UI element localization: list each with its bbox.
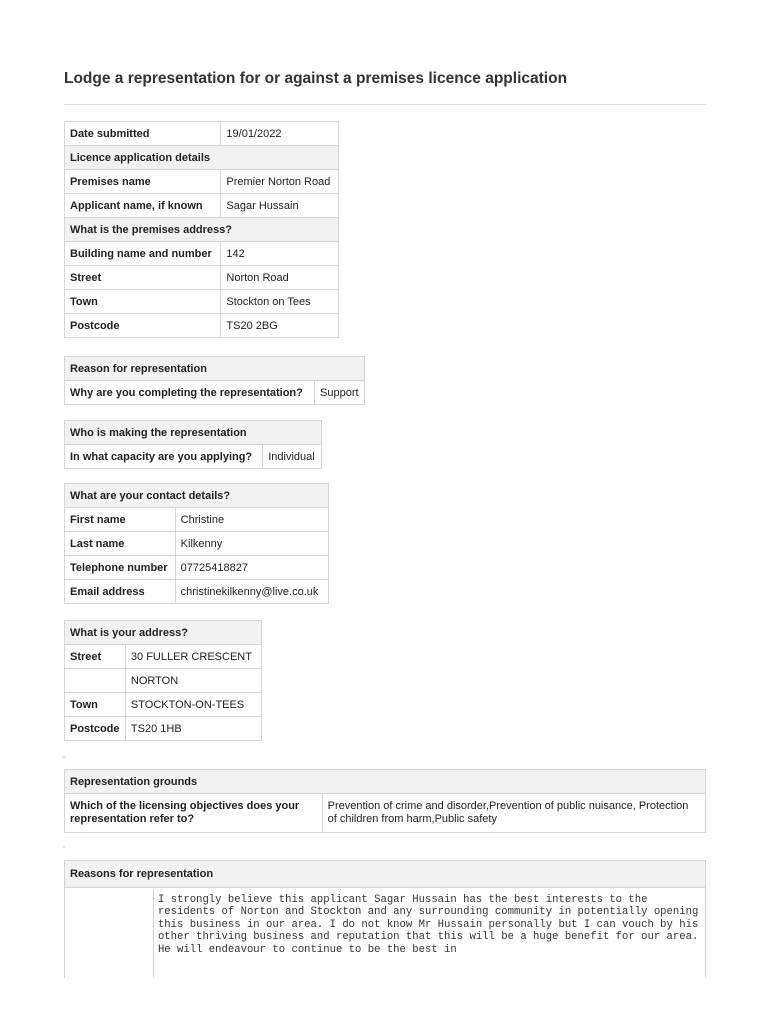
premises-postcode-value: TS20 2BG — [221, 314, 339, 338]
premises-postcode-label: Postcode — [65, 314, 221, 338]
reason-answer: Support — [315, 381, 365, 405]
address-street-blank — [65, 669, 126, 693]
applicant-name-value: Sagar Hussain — [221, 194, 339, 218]
table-row — [65, 669, 262, 693]
table-row — [65, 122, 339, 146]
page-bottom-area — [0, 978, 770, 1024]
table-row — [65, 693, 262, 717]
table-row — [65, 357, 365, 381]
email-value: christinekilkenny@live.co.uk — [175, 580, 328, 604]
table-row — [65, 645, 262, 669]
table-row — [65, 146, 339, 170]
table-row — [65, 794, 706, 833]
grounds-answer: Prevention of crime and disorder,Prevention of public nuisance, Protection of children from harm,Public safety — [322, 794, 705, 833]
address-table — [64, 620, 262, 741]
table-row — [65, 532, 329, 556]
maker-table — [64, 420, 322, 469]
reason-table — [64, 356, 365, 405]
contact-heading: What are your contact details? — [65, 484, 329, 508]
email-label: Email address — [65, 580, 176, 604]
first-name-label: First name — [65, 508, 176, 532]
premises-name-label: Premises name — [65, 170, 221, 194]
address-heading: What is your address? — [65, 621, 262, 645]
address-street-label: Street — [65, 645, 126, 669]
table-row — [65, 445, 322, 469]
premises-street-label: Street — [65, 266, 221, 290]
table-row — [65, 421, 322, 445]
table-row — [65, 861, 706, 888]
table-row — [65, 621, 262, 645]
capacity-answer: Individual — [263, 445, 322, 469]
title-divider — [64, 104, 706, 105]
address-street-line2: NORTON — [125, 669, 261, 693]
application-details-table — [64, 121, 339, 338]
first-name-value: Christine — [175, 508, 328, 532]
building-value: 142 — [221, 242, 339, 266]
reason-question: Why are you completing the representation? — [65, 381, 315, 405]
table-row — [65, 194, 339, 218]
table-row — [65, 170, 339, 194]
table-row — [65, 580, 329, 604]
premises-address-heading: What is the premises address? — [65, 218, 339, 242]
contact-details-table — [64, 483, 329, 604]
capacity-question: In what capacity are you applying? — [65, 445, 263, 469]
premises-town-value: Stockton on Tees — [221, 290, 339, 314]
address-street-line1: 30 FULLER CRESCENT — [125, 645, 261, 669]
reasons-heading: Reasons for representation — [65, 861, 706, 888]
premises-town-label: Town — [65, 290, 221, 314]
date-submitted-label: Date submitted — [65, 122, 221, 146]
table-row — [65, 508, 329, 532]
table-row — [65, 218, 339, 242]
date-submitted-value: 19/01/2022 — [221, 122, 339, 146]
table-row — [65, 266, 339, 290]
address-town-label: Town — [65, 693, 126, 717]
table-row — [65, 290, 339, 314]
table-row — [65, 314, 339, 338]
table-row — [65, 381, 365, 405]
table-row — [65, 242, 339, 266]
applicant-name-label: Applicant name, if known — [65, 194, 221, 218]
address-town-value: STOCKTON-ON-TEES — [125, 693, 261, 717]
grounds-question: Which of the licensing objectives does your representation refer to? — [65, 794, 323, 833]
address-postcode-value: TS20 1HB — [125, 717, 261, 741]
last-name-label: Last name — [65, 532, 176, 556]
telephone-value: 07725418827 — [175, 556, 328, 580]
address-postcode-label: Postcode — [65, 717, 126, 741]
premises-name-value: Premier Norton Road — [221, 170, 339, 194]
reason-text: I strongly believe this applicant Sagar Hussain has the best interests to the residents of Norton and Stockton and any surrounding community in potentially opening this business in our area. I do not know Mr Hussain personally but I can vouch by his other thriving business and reputation that this will be a huge benefit for our area. He will endeavour to continue to be the best in — [153, 888, 705, 1005]
building-label: Building name and number — [65, 242, 221, 266]
separator-dot — [63, 846, 65, 848]
page-title: Lodge a representation for or against a premises licence application — [64, 70, 568, 87]
premises-street-value: Norton Road — [221, 266, 339, 290]
telephone-label: Telephone number — [65, 556, 176, 580]
table-row — [65, 484, 329, 508]
table-row — [65, 770, 706, 794]
grounds-table — [64, 769, 706, 833]
separator-dot — [63, 756, 65, 758]
maker-heading: Who is making the representation — [65, 421, 322, 445]
table-row — [65, 717, 262, 741]
reason-heading: Reason for representation — [65, 357, 365, 381]
grounds-heading: Representation grounds — [65, 770, 706, 794]
last-name-value: Kilkenny — [175, 532, 328, 556]
table-row — [65, 556, 329, 580]
licence-details-heading: Licence application details — [65, 146, 339, 170]
